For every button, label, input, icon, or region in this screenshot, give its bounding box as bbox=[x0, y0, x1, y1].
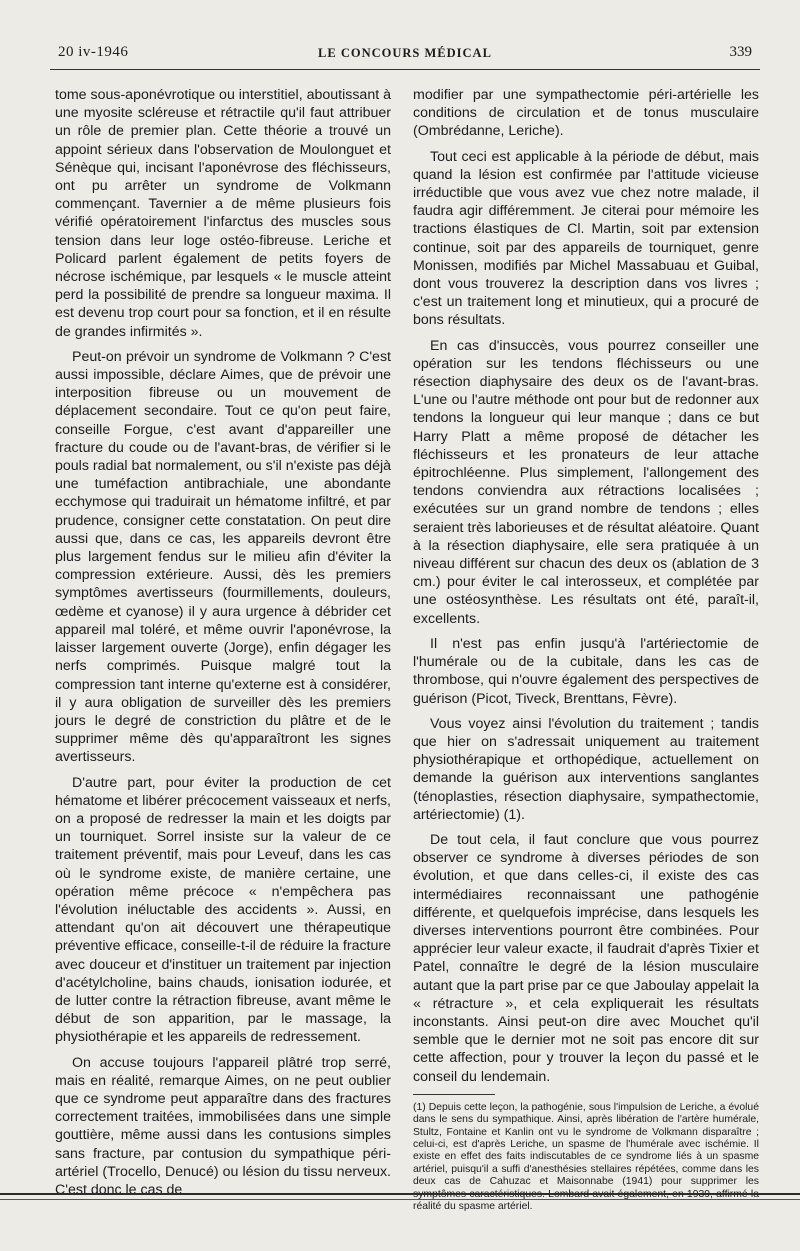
paragraph: En cas d'insuccès, vous pourrez conseiller une opération sur les tendons fléchisseurs ou une résection diaphysaire des deux os de l'avant-bras. L'une ou l'autre méthode ont pour but de redonner aux tendons la longueur qui leur manque ; dans ce but Harry Platt a même proposé de détacher les fléchisseurs et les pronateurs de leur attache épitrochléenne. Plus simplement, l'allongement des tendons conviendra aux rétractions localisées ; exécutées sur un grand nombre de tendons ; elles seraient très laborieuses et de résultat aléatoire. Quant à la résection diaphysaire, elle sera pratiquée à un niveau différent sur chacun des deux os (ablation de 3 cm.) pour éviter le cal interosseux, et complétée par une ostéosynthèse. Les résultats ont été, paraît-il, excellents. bbox=[413, 337, 759, 627]
paragraph: De tout cela, il faut conclure que vous pourrez observer ce syndrome à diverses périodes de son évolution, et que dans celles-ci, il existe des cas intermédiaires reconnaissant une pathogénie différente, et quelquefois imprécise, dans lesquels les diverses interventions pourront être combinées. Pour apprécier leur valeur exacte, il faudrait d'après Tixier et Patel, connaître le degré de la lésion musculaire autant que la part prise par ce que Jaboulay appelait la « rétracture », et cela expliquerait les résultats inconstants. Ainsi peut-on dire avec Mouchet qu'il semble que le dernier mot ne soit pas encore dit sur cette affection, pour y trouver la leçon du passé et le conseil du lendemain. bbox=[413, 831, 759, 1085]
paragraph: Peut-on prévoir un syndrome de Volkmann ? C'est aussi impossible, déclare Aimes, que de prévoir une interposition fibreuse ou un mouvement de déplacement secondaire. Tout ce qu'on peut faire, conseille Forgue, c'est avant d'appareiller une fracture du coude ou de l'avant-bras, de vérifier si le pouls radial bat normalement, ou s'il n'existe pas déjà une tuméfaction antibrachiale, une abondante ecchymose qui traduirait un hématome infiltré, et par prudence, consigner cette constatation. On peut dire aussi que, dans ce cas, les appareils devront être plus largement fendus sur le milieu afin d'éviter la compression extérieure. Aussi, dès les premiers symptômes avertisseurs (fourmillements, douleurs, œdème et cyanose) il y aura urgence à débrider cet appareil mal toléré, et même ouvrir l'aponévrose, la laisser largement ouverte (Jorge), enfin dégager les nerfs comprimés. Puisque malgré tout la compression tant interne qu'externe est à considérer, il y aura obligation de surveiller dès les premiers jours le degré de constriction du plâtre et de le supprimer même dès qu'apparaîtront les signes avertisseurs. bbox=[55, 348, 391, 766]
footnote-separator bbox=[413, 1094, 495, 1095]
paragraph: D'autre part, pour éviter la production de cet hématome et libérer précocement vaisseaux et nerfs, on a proposé de redresser la main et les doigts par un tourniquet. Sorrel insiste sur la valeur de ce traitement préventif, mais pour Leveuf, dans les cas où le syndrome existe, de manière certaine, une opération même précoce « n'empêchera pas l'évolution inéluctable des accidents ». Aussi, en attendant qu'on ait découvert une thérapeutique préventive efficace, conseille-t-il de réduire la fracture avec douceur et d'instituer un traitement par injection d'acétylcholine, bains chauds, ionisation iodurée, et de lutter contre la rétraction fibreuse, avant même le début de son apparition, par le massage, la physiothérapie et les appareils de redressement. bbox=[55, 774, 391, 1046]
paragraph: modifier par une sympathectomie péri-artérielle les conditions de circulation et de tonus musculaire (Ombrédanne, Leriche). bbox=[413, 87, 759, 140]
paragraph: Tout ceci est applicable à la période de début, mais quand la lésion est confirmée par l'attitude vicieuse irréductible que vous avez vue chez notre malade, il faudra agir différemment. Je citerai pour mémoire les tractions élastiques de Cl. Martin, soit par extension continue, soit par des appareils de tourniquet, genre Monissen, modifiés par Michel Massabuau et Guibal, dont vous trouverez la description dans vos livres ; c'est un traitement long et minutieux, qui a procuré de bons résultats. bbox=[413, 148, 759, 329]
paragraph: tome sous-aponévrotique ou interstitiel, aboutissant à une myosite scléreuse et rétractile qu'il faut attribuer un rôle de premier plan. Cette théorie a trouvé un appoint sérieux dans l'observation de Moulonguet et Sénèque qui, incisant l'aponévrose des fléchisseurs, ont pu arrêter un syndrome de Volkmann commençant. Tavernier a de même plusieurs fois vérifié opératoirement l'infarctus des muscles sous tension dans leur loge ostéo-fibreuse. Leriche et Policard parlent également de petits foyers de nécrose ischémique, par lesquels « le muscle atteint perd la possibilité de prendre sa longueur maxima. Il est devenu trop court pour sa fonction, et il en résulte de grandes infirmités ». bbox=[55, 87, 391, 340]
journal-title: LE CONCOURS MÉDICAL bbox=[318, 46, 492, 60]
footer-rule-thin bbox=[0, 1199, 800, 1200]
footnote: (1) Depuis cette leçon, la pathogénie, sous l'impulsion de Leriche, a évolué dans le sens du sympathique. Ainsi, après libération de l'artère humérale, Stultz, Fontaine et Kanlin ont vu le syndrome de Volkmann disparaître ; celui-ci, est d'après Leriche, un spasme de l'humérale avec ischémie. Il existe en effet des faits indiscutables de ce syndrome liés à un spasme artériel, puisqu'il a suffi d'anesthésies stellaires répétées, comme dans les deux cas de Cahuzac et Maisonnabe (1941) pour supprimer les symptômes caractéristiques. Lombard avait également, en 1939, affirmé la réalité du spasme artériel. bbox=[413, 1101, 759, 1213]
page-number: 339 bbox=[729, 44, 752, 60]
paragraph: On accuse toujours l'appareil plâtré trop serré, mais en réalité, remarque Aimes, on ne peut oublier que ce syndrome peut apparaître dans des fractures correctement traitées, immobilisées dans une simple gouttière, même aussi dans les contusions simples sans fracture, par contusion du sympathique péri-artériel (Trocello, Denucé) ou lésion du tissu nerveux. C'est donc le cas de bbox=[55, 1054, 391, 1198]
left-column bbox=[55, 86, 391, 1199]
paragraph: Il n'est pas enfin jusqu'à l'artériectomie de l'humérale ou de la cubitale, dans les cas de thrombose, qui n'ouvre également des perspectives de guérison (Picot, Tiveck, Brenttans, Fèvre). bbox=[413, 635, 759, 707]
footer-rule bbox=[0, 1193, 800, 1195]
paragraph: Vous voyez ainsi l'évolution du traitement ; tandis que hier on s'adressait uniquement au traitement physiothérapique et orthopédique, actuellement on demande la guérison aux interventions sanglantes (ténoplasties, résection diaphysaire, sympathectomie, artériectomie) (1). bbox=[413, 715, 759, 823]
right-column bbox=[413, 86, 759, 1213]
header-rule bbox=[50, 69, 760, 70]
issue-date: 20 iv-1946 bbox=[58, 44, 129, 60]
page-header bbox=[58, 44, 752, 64]
